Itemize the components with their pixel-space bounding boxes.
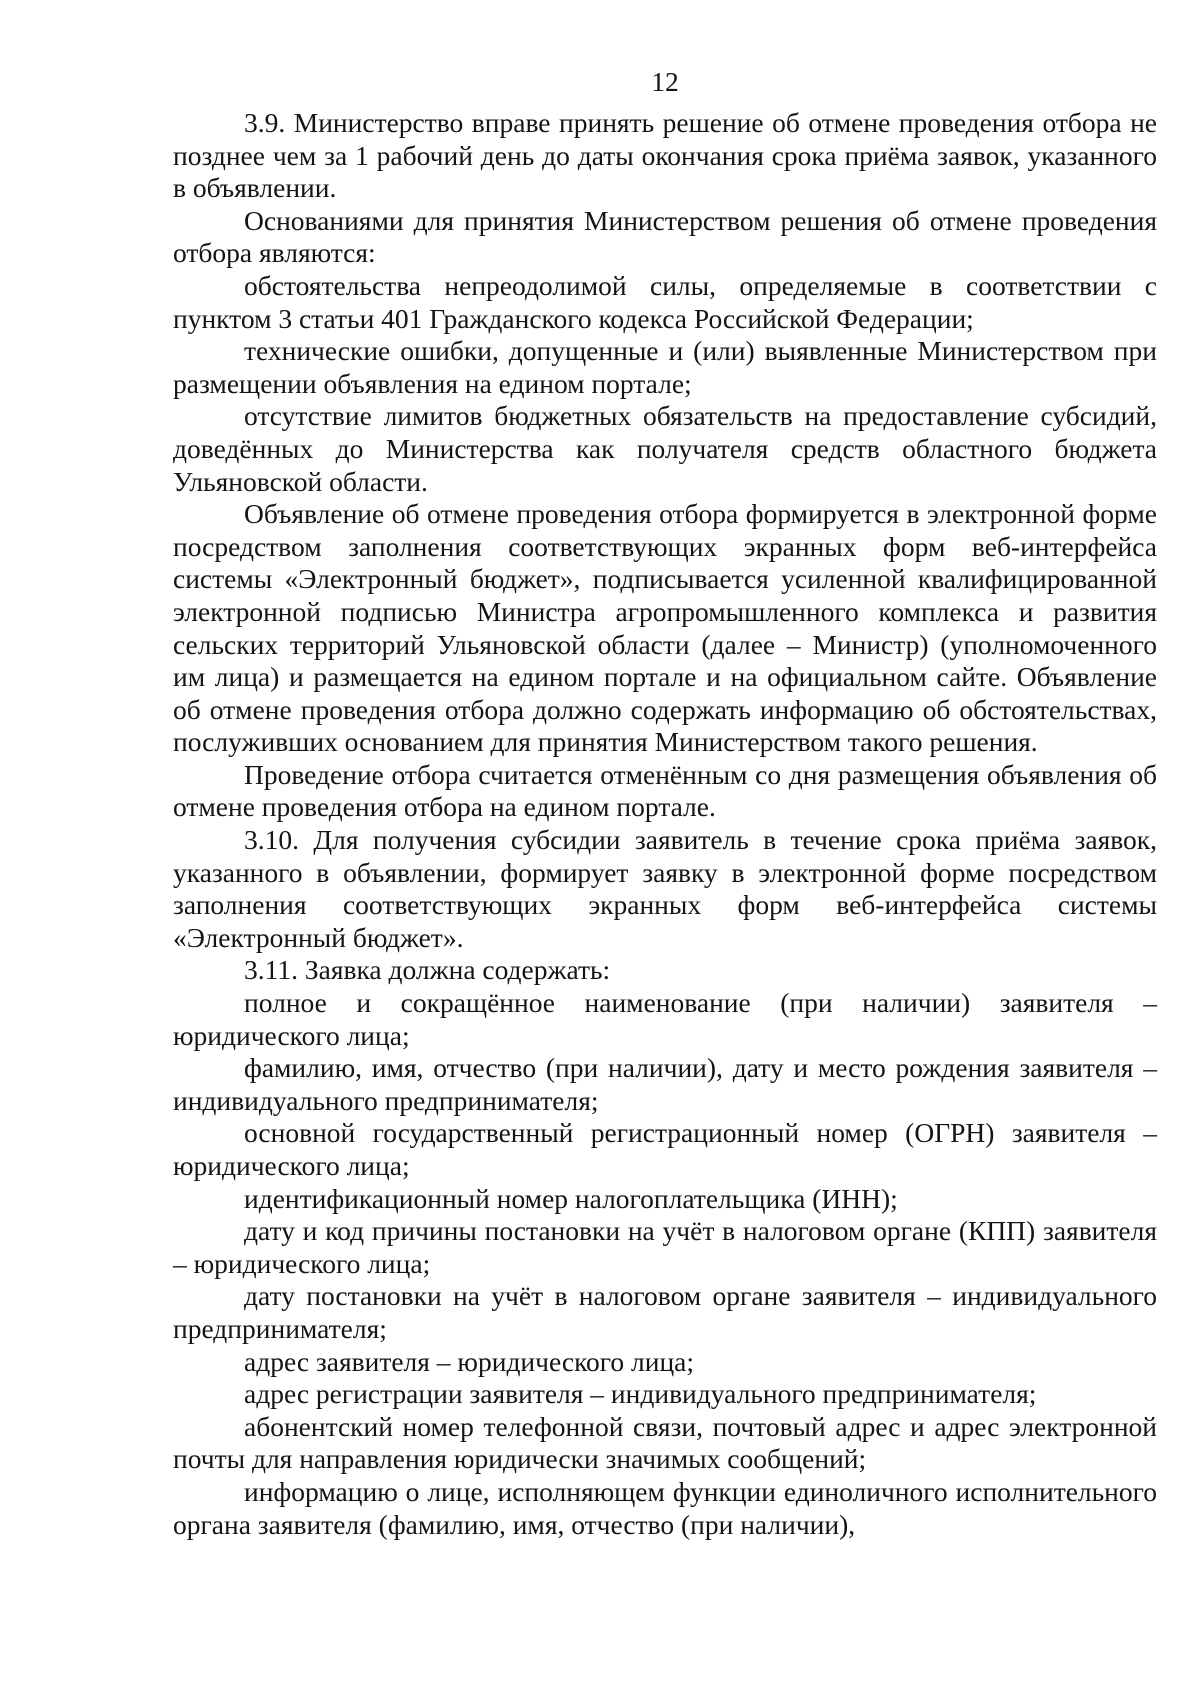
list-item-legal-address: адрес заявителя – юридического лица; bbox=[244, 1345, 695, 1377]
paragraph-3-9: 3.9. Министерство вправе принять решение об отмене проведения отбора не позднее чем за 1 рабочий день до даты окончания срока приёма заявок, указанного в объявлении. bbox=[173, 107, 1157, 204]
document-body bbox=[173, 107, 1157, 1541]
list-item-full-name: полное и сокращённое наименование (при наличии) заявителя – юридического лица; bbox=[173, 987, 1157, 1051]
paragraph-3-11: 3.11. Заявка должна содержать: bbox=[244, 954, 611, 986]
paragraph-no-limits: отсутствие лимитов бюджетных обязательств на предоставление субсидий, доведённых до Министерства как получателя средств областного бюджета Ульяновской области. bbox=[173, 400, 1157, 497]
list-item-registration-date: дату постановки на учёт в налоговом органе заявителя – индивидуального предпринимателя; bbox=[173, 1280, 1157, 1344]
paragraph-cancellation-effective: Проведение отбора считается отменённым со дня размещения объявления об отмене проведения отбора на едином портале. bbox=[173, 758, 1157, 823]
list-item-ogrn: основной государственный регистрационный номер (ОГРН) заявителя – юридического лица; bbox=[173, 1117, 1157, 1181]
list-item-personal-name: фамилию, имя, отчество (при наличии), дату и место рождения заявителя – индивидуального предпринимателя; bbox=[173, 1052, 1157, 1116]
paragraph-cancellation-grounds: Основаниями для принятия Министерством решения об отмене проведения отбора являются: bbox=[173, 204, 1157, 269]
paragraph-force-majeure: обстоятельства непреодолимой силы, определяемые в соответствии с пунктом 3 статьи 401 Гражданского кодекса Российской Федерации; bbox=[173, 269, 1157, 334]
paragraph-technical-errors: технические ошибки, допущенные и (или) выявленные Министерством при размещении объявления на едином портале; bbox=[173, 335, 1157, 399]
list-item-kpp: дату и код причины постановки на учёт в налоговом органе (КПП) заявителя – юридического лица; bbox=[173, 1215, 1157, 1279]
list-item-inn: идентификационный номер налогоплательщика (ИНН); bbox=[244, 1182, 898, 1214]
paragraph-3-10: 3.10. Для получения субсидии заявитель в течение срока приёма заявок, указанного в объявлении, формирует заявку в электронной форме посредством заполнения соответствующих экранных форм веб-интерфейса системы «Электронный бюджет». bbox=[173, 824, 1157, 953]
page-number: 12 bbox=[651, 66, 679, 97]
list-item-registration-address: адрес регистрации заявителя – индивидуального предпринимателя; bbox=[244, 1378, 1037, 1410]
paragraph-cancellation-notice: Объявление об отмене проведения отбора формируется в электронной форме посредством заполнения соответствующих экранных форм веб-интерфейса системы «Электронный бюджет», подписывается усиленной квалифицированной электронной подписью Министра агропромышленного комплекса и развития сельских территорий Ульяновской области (далее – Министр) (уполномоченного им лица) и размещается на едином портале и на официальном сайте. Объявление об отмене проведения отбора должно содержать информацию об обстоятельствах, послуживших основанием для принятия Министерством такого решения. bbox=[173, 498, 1157, 758]
list-item-contacts: абонентский номер телефонной связи, почтовый адрес и адрес электронной почты для направления юридически значимых сообщений; bbox=[173, 1410, 1157, 1475]
list-item-executive-info: информацию о лице, исполняющем функции единоличного исполнительного органа заявителя (фамилию, имя, отчество (при наличии), bbox=[173, 1475, 1157, 1540]
